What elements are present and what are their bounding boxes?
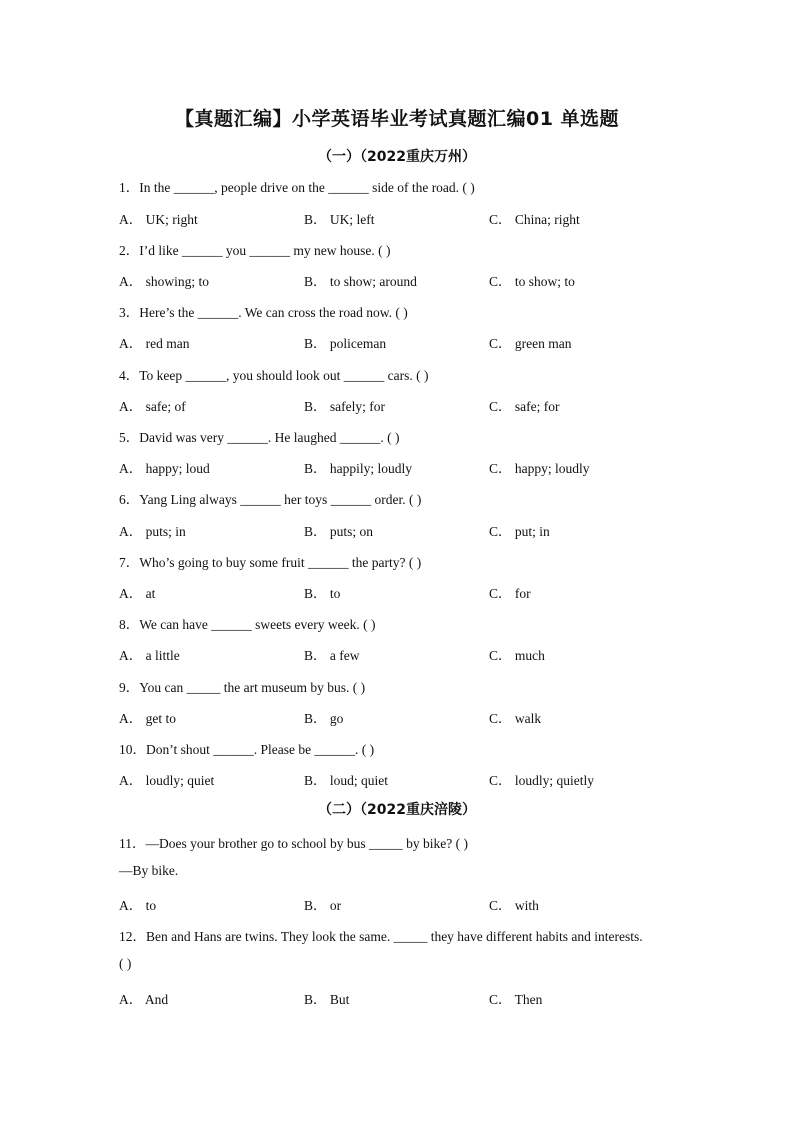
q7-option-c: C． for	[489, 586, 531, 601]
q4-option-a: A． safe; of	[119, 399, 186, 414]
q8-option-a: A． a little	[119, 648, 180, 663]
q11-option-b: B． or	[304, 898, 342, 913]
q3-option-c: C． green man	[489, 336, 572, 351]
question-12: 12．Ben and Hans are twins. They look the same. _____ they have different habits and interests.	[119, 929, 643, 944]
q2-option-b: B． to show; around	[304, 274, 417, 289]
q12-option-b: B． But	[304, 992, 350, 1007]
question-8: 8．We can have ______ sweets every week. ( )	[119, 617, 376, 632]
section-heading-1: （一）（2022重庆万州）	[318, 149, 476, 165]
q4-option-b: B． safely; for	[304, 399, 385, 414]
question-2: 2．I’d like ______ you ______ my new house. ( )	[119, 243, 391, 258]
q10-option-a: A． loudly; quiet	[119, 773, 215, 788]
q5-option-c: C． happy; loudly	[489, 461, 590, 476]
q2-option-a: A． showing; to	[119, 274, 210, 289]
question-9: 9．You can _____ the art museum by bus. ( )	[119, 680, 366, 695]
question-1: 1．In the ______, people drive on the ______ side of the road. ( )	[119, 180, 475, 195]
question-5: 5．David was very ______. He laughed ______. ( )	[119, 430, 400, 445]
question-3: 3．Here’s the ______. We can cross the road now. ( )	[119, 305, 408, 320]
question-6: 6．Yang Ling always ______ her toys ______ order. ( )	[119, 492, 422, 507]
q12-option-a: A． And	[119, 992, 169, 1007]
q6-option-c: C． put; in	[489, 524, 550, 539]
q7-option-a: A． at	[119, 586, 156, 601]
q5-option-b: B． happily; loudly	[304, 461, 412, 476]
question-11-answer-line: —By bike.	[119, 863, 179, 878]
q1-option-a: A． UK; right	[119, 212, 198, 227]
q11-option-a: A． to	[119, 898, 157, 913]
q6-option-b: B． puts; on	[304, 524, 374, 539]
q3-option-a: A． red man	[119, 336, 190, 351]
question-12-blank: ( )	[119, 956, 132, 971]
q9-option-b: B． go	[304, 711, 344, 726]
q7-option-b: B． to	[304, 586, 341, 601]
question-4: 4．To keep ______, you should look out ______ cars. ( )	[119, 368, 429, 383]
q1-option-b: B． UK; left	[304, 212, 375, 227]
q8-option-c: C． much	[489, 648, 545, 663]
q2-option-c: C． to show; to	[489, 274, 575, 289]
q10-option-c: C． loudly; quietly	[489, 773, 595, 788]
q9-option-a: A． get to	[119, 711, 176, 726]
q8-option-b: B． a few	[304, 648, 360, 663]
section-heading-2: （二）（2022重庆涪陵）	[318, 802, 476, 818]
q3-option-b: B． policeman	[304, 336, 387, 351]
q4-option-c: C． safe; for	[489, 399, 560, 414]
q11-option-c: C． with	[489, 898, 539, 913]
q9-option-c: C． walk	[489, 711, 542, 726]
q5-option-a: A． happy; loud	[119, 461, 210, 476]
q6-option-a: A． puts; in	[119, 524, 186, 539]
q12-option-c: C． Then	[489, 992, 543, 1007]
q1-option-c: C． China; right	[489, 212, 580, 227]
document-title: 【真题汇编】小学英语毕业考试真题汇编01 单选题	[174, 108, 620, 130]
q10-option-b: B． loud; quiet	[304, 773, 388, 788]
question-7: 7．Who’s going to buy some fruit ______ the party? ( )	[119, 555, 422, 570]
question-10: 10．Don’t shout ______. Please be ______. ( )	[119, 742, 375, 757]
question-11: 11．—Does your brother go to school by bus _____ by bike? ( )	[119, 836, 468, 851]
